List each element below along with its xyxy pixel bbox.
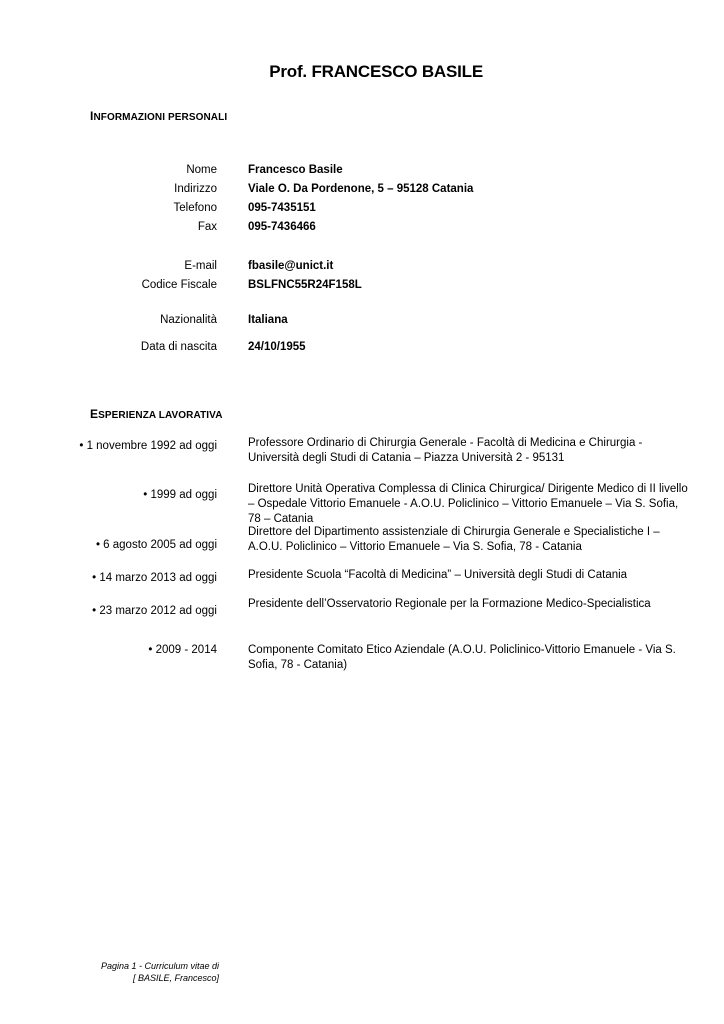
field-value-indirizzo: Viale O. Da Pordenone, 5 – 95128 Catania: [248, 183, 474, 195]
experience-period: • 14 marzo 2013 ad oggi: [92, 572, 217, 584]
heading-initial: I: [90, 109, 94, 123]
experience-description: Presidente Scuola “Facoltà di Medicina” – Università degli Studi di Catania: [248, 569, 628, 581]
experience-description: Presidente dell’Osservatorio Regionale per la Formazione Medico-Specialistica: [248, 598, 651, 610]
footer-line-page: Pagina 1 - Curriculum vitae di: [100, 961, 219, 971]
field-label-codice-fiscale: Codice Fiscale: [141, 279, 217, 291]
field-value-nazionalita: Italiana: [248, 314, 288, 326]
field-label-indirizzo: Indirizzo: [174, 183, 217, 195]
heading-text: NFORMAZIONI PERSONALI: [93, 112, 228, 123]
experience-period: • 1 novembre 1992 ad oggi: [79, 440, 217, 452]
experience-period: • 23 marzo 2012 ad oggi: [92, 605, 217, 617]
field-value-telefono: 095-7435151: [248, 202, 316, 214]
field-value-codice-fiscale: BSLFNC55R24F158L: [248, 279, 362, 291]
experience-description: Professore Ordinario di Chirurgia Generale - Facoltà di Medicina e Chirurgia -Università degli Studi di Catania – Piazza Università 2 - 95131: [248, 437, 643, 464]
field-value-nome: Francesco Basile: [248, 164, 343, 176]
field-label-nome: Nome: [186, 164, 217, 176]
heading-initial: E: [90, 407, 99, 421]
field-label-fax: Fax: [197, 221, 217, 233]
experience-period: • 2009 - 2014: [148, 644, 217, 656]
experience-description: Direttore del Dipartimento assistenziale di Chirurgia Generale e Specialistiche I – A.O.U. Policlinico – Vittorio Emanuele – Via S. Sofia, 78 - Catania: [248, 526, 660, 553]
field-value-data-nascita: 24/10/1955: [248, 341, 306, 353]
field-label-email: E-mail: [184, 260, 217, 272]
field-label-nazionalita: Nazionalità: [160, 314, 217, 326]
experience-period: • 1999 ad oggi: [143, 489, 217, 501]
field-value-email[interactable]: fbasile@unict.it: [248, 260, 334, 272]
field-value-fax: 095-7436466: [248, 221, 316, 233]
experience-description: Componente Comitato Etico Aziendale (A.O.U. Policlinico-Vittorio Emanuele - Via S. Sofia, 78 - Catania): [248, 644, 676, 671]
experience-period: • 6 agosto 2005 ad oggi: [95, 539, 217, 551]
heading-text: SPERIENZA LAVORATIVA: [98, 410, 223, 421]
field-label-data-nascita: Data di nascita: [140, 341, 217, 353]
section-heading-personal: [90, 109, 227, 123]
footer-line-name: [ BASILE, Francesco]: [132, 973, 219, 983]
experience-description: Direttore Unità Operativa Complessa di Clinica Chirurgica/ Dirigente Medico di II livello – Ospedale Vittorio Emanuele - A.O.U. Policlinico – Vittorio Emanuele – Via S. Sofia, 78 – Catania: [248, 483, 688, 525]
page-footer: [0, 960, 219, 984]
field-label-telefono: Telefono: [173, 202, 217, 214]
page-title: Prof. FRANCESCO BASILE: [269, 62, 483, 81]
section-heading-experience: [90, 407, 223, 421]
